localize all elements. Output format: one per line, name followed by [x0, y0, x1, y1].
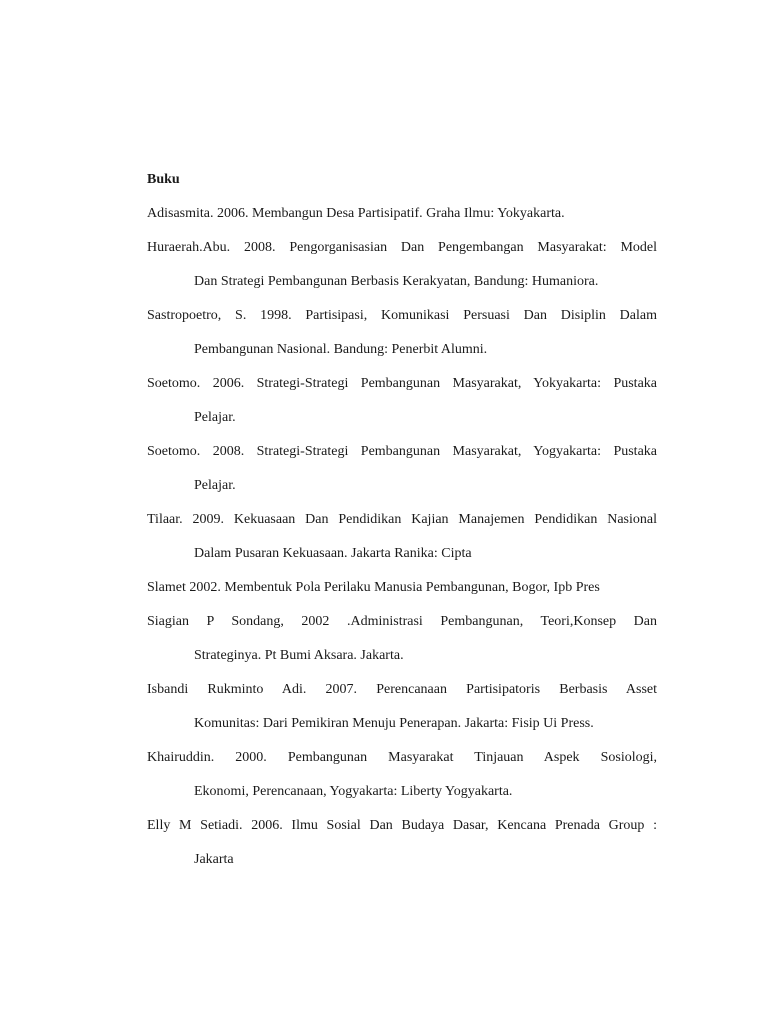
reference-entry [147, 236, 657, 294]
reference-continuation-line: Pembangunan Nasional. Bandung: Penerbit Alumni. [194, 342, 488, 357]
section-heading: Buku [147, 172, 180, 187]
bibliography-section [147, 168, 657, 882]
reference-entry [147, 610, 657, 668]
reference-entry [147, 508, 657, 566]
reference-entry [147, 440, 657, 498]
reference-line: Khairuddin. 2000. Pembangunan Masyarakat Tinjauan Aspek Sosiologi, [147, 750, 657, 765]
reference-line: Soetomo. 2006. Strategi-Strategi Pembangunan Masyarakat, Yokyakarta: Pustaka [147, 376, 657, 391]
reference-continuation-line: Ekonomi, Perencanaan, Yogyakarta: Liberty Yogyakarta. [194, 784, 513, 799]
reference-entry [147, 746, 657, 804]
reference-continuation-line: Strateginya. Pt Bumi Aksara. Jakarta. [194, 648, 404, 663]
reference-continuation-line: Dalam Pusaran Kekuasaan. Jakarta Ranika: Cipta [194, 546, 472, 561]
reference-line: Adisasmita. 2006. Membangun Desa Partisipatif. Graha Ilmu: Yokyakarta. [147, 206, 565, 221]
reference-line: Tilaar. 2009. Kekuasaan Dan Pendidikan Kajian Manajemen Pendidikan Nasional [147, 512, 657, 527]
reference-line: Siagian P Sondang, 2002 .Administrasi Pembangunan, Teori,Konsep Dan [147, 614, 657, 629]
reference-continuation-line: Pelajar. [194, 478, 236, 493]
reference-continuation-line: Dan Strategi Pembangunan Berbasis Kerakyatan, Bandung: Humaniora. [194, 274, 599, 289]
reference-continuation-line: Pelajar. [194, 410, 236, 425]
reference-entry [147, 814, 657, 872]
reference-line: Elly M Setiadi. 2006. Ilmu Sosial Dan Budaya Dasar, Kencana Prenada Group : [147, 818, 657, 833]
reference-continuation-line: Jakarta [194, 852, 234, 867]
reference-line: Huraerah.Abu. 2008. Pengorganisasian Dan Pengembangan Masyarakat: Model [147, 240, 657, 255]
reference-line: Slamet 2002. Membentuk Pola Perilaku Manusia Pembangunan, Bogor, Ipb Pres [147, 580, 600, 595]
reference-entry [147, 372, 657, 430]
reference-line: Sastropoetro, S. 1998. Partisipasi, Komunikasi Persuasi Dan Disiplin Dalam [147, 308, 657, 323]
reference-entry [147, 304, 657, 362]
reference-continuation-line: Komunitas: Dari Pemikiran Menuju Penerapan. Jakarta: Fisip Ui Press. [194, 716, 594, 731]
reference-entry [147, 576, 657, 600]
reference-entry [147, 678, 657, 736]
reference-line: Soetomo. 2008. Strategi-Strategi Pembangunan Masyarakat, Yogyakarta: Pustaka [147, 444, 657, 459]
reference-line: Isbandi Rukminto Adi. 2007. Perencanaan Partisipatoris Berbasis Asset [147, 682, 657, 697]
reference-entry [147, 202, 657, 226]
